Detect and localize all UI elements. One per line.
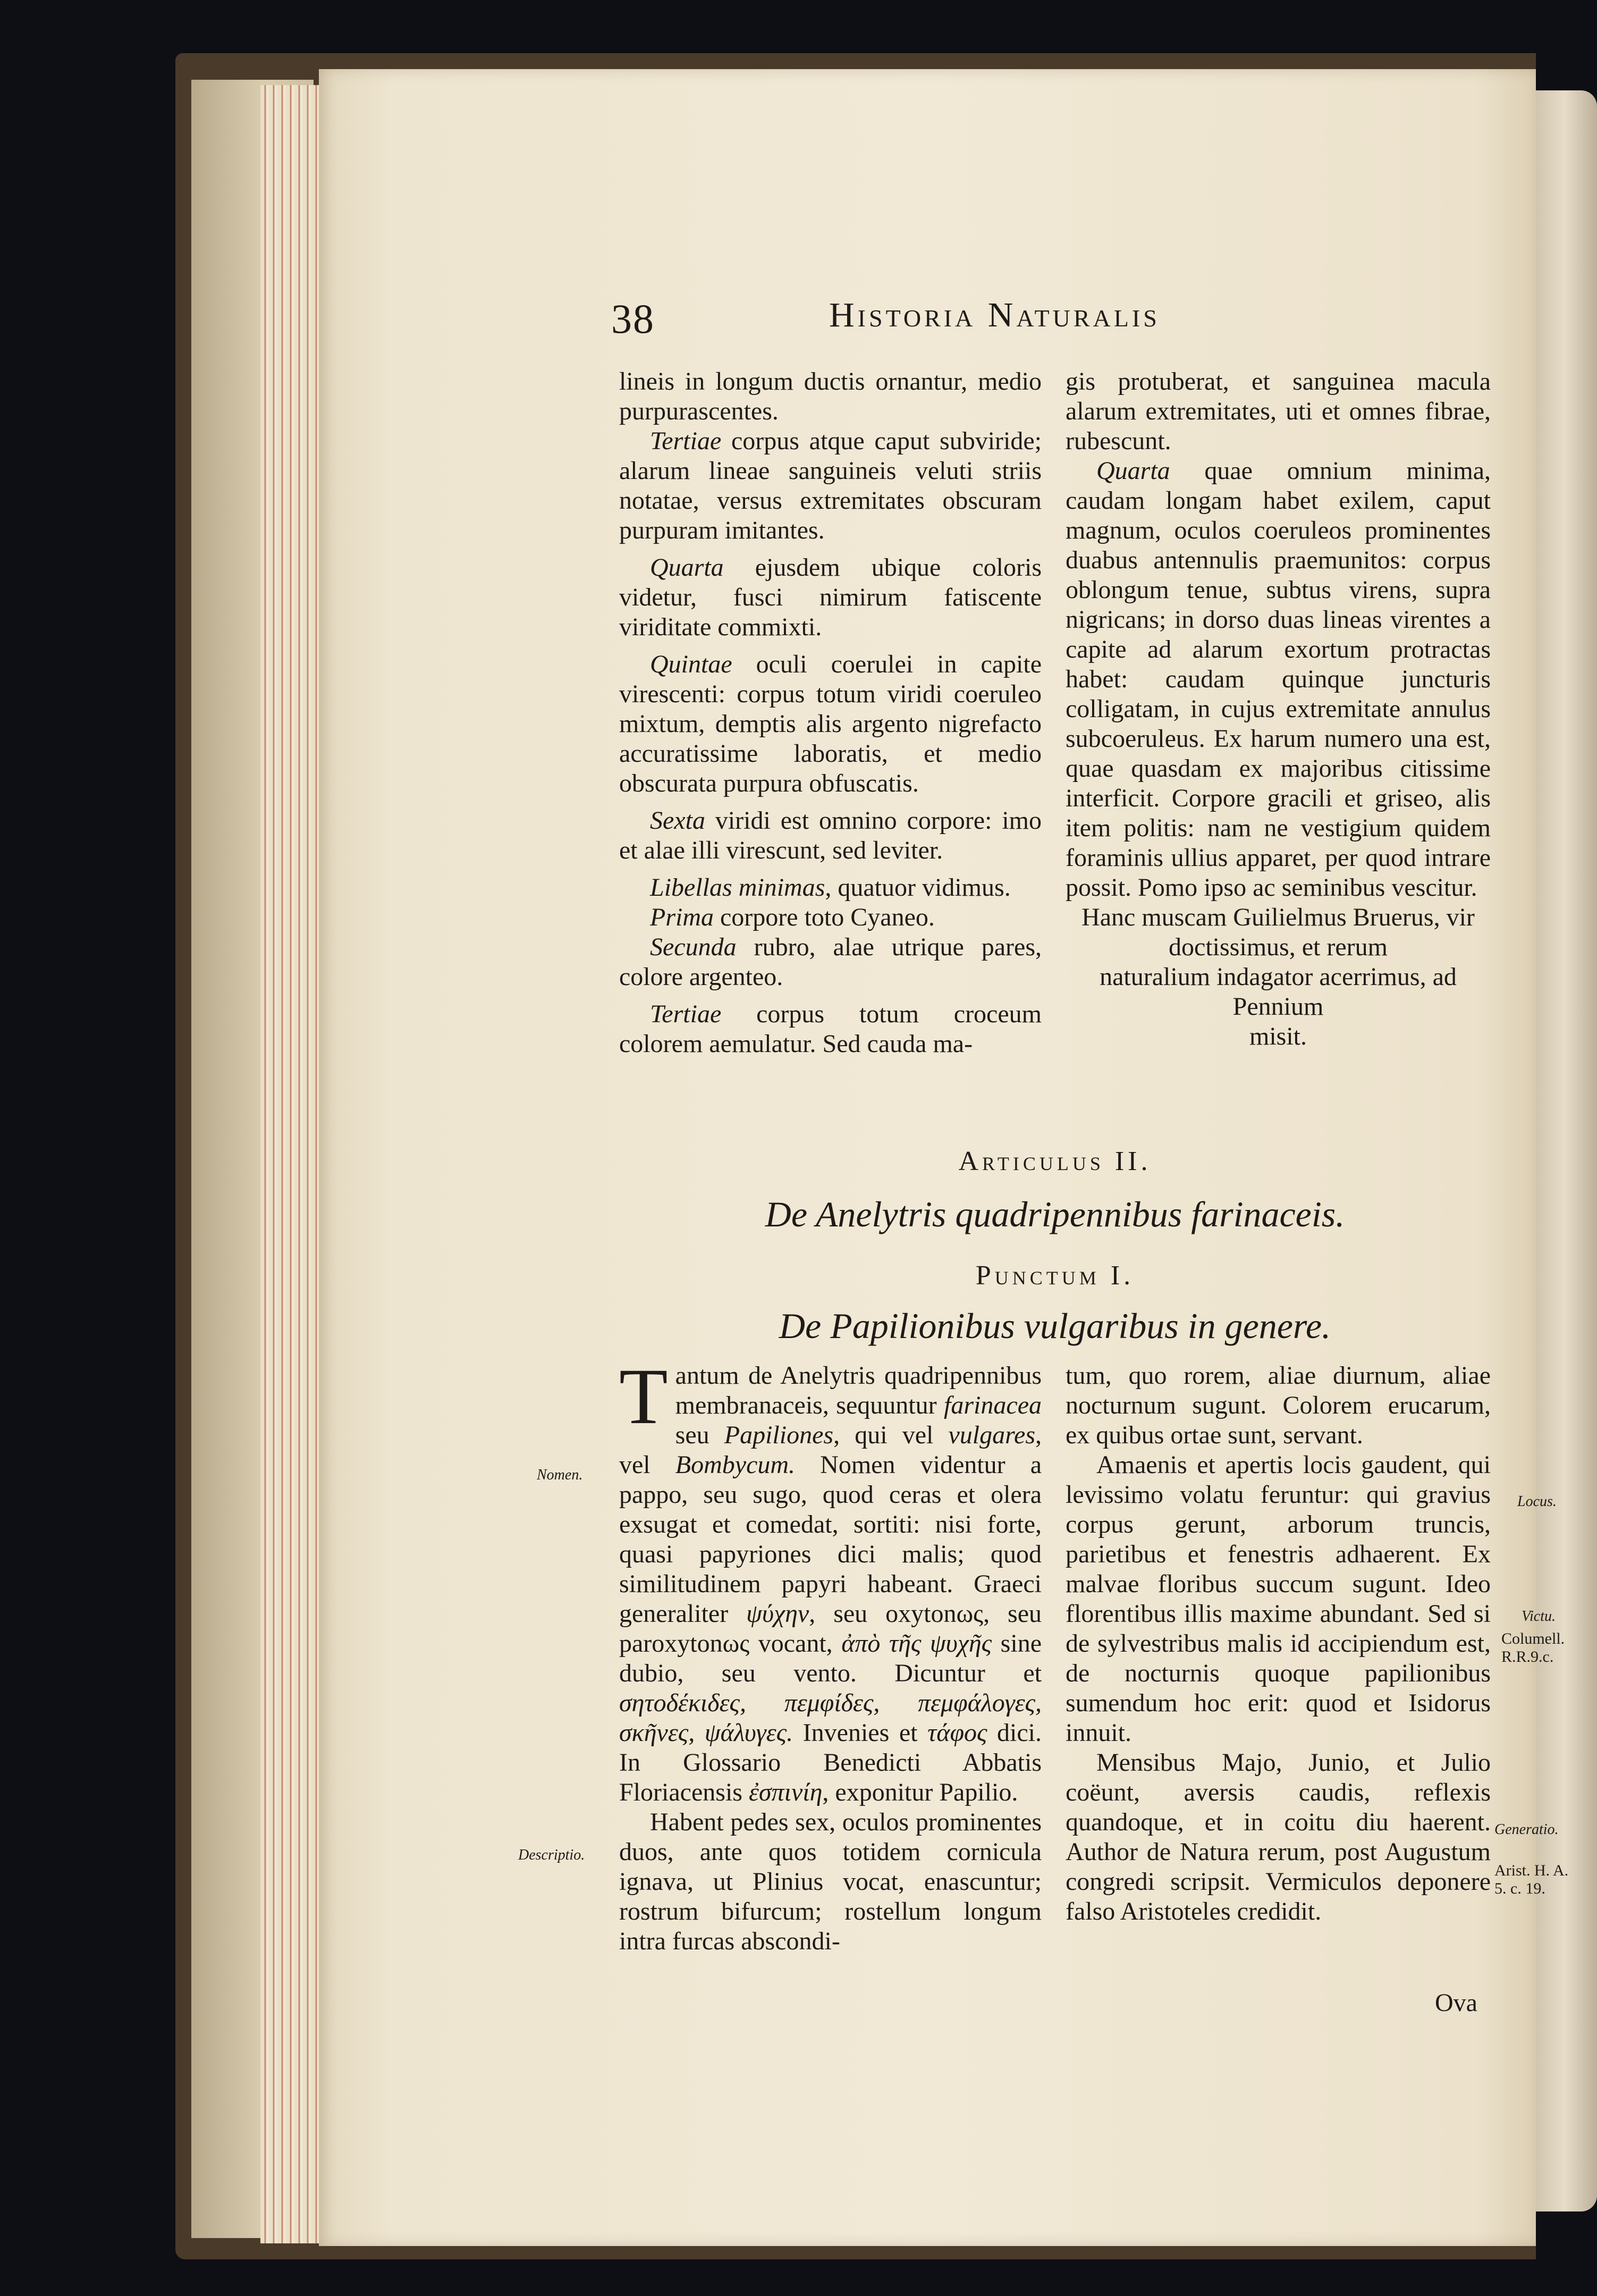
paragraph-taper: naturalium indagator acerrimus, ad Pennium — [1100, 963, 1457, 1021]
margin-note: Descriptio. — [518, 1847, 585, 1863]
column-bottom-left — [619, 1352, 1042, 1956]
paragraph-emphasis: Quarta — [1096, 457, 1170, 485]
paragraph-text: dici. In Glossario Benedicti Abbatis Floriacensis — [619, 1719, 1042, 1806]
paragraph — [619, 932, 1042, 992]
paragraph: gis protuberat, et sanguinea macula alarum extremitates, uti et omnes fibrae, rubescunt. — [1066, 367, 1491, 455]
greek-text: σητοδέκιδες, πεμφίδες, πεμφάλογες, σκῆνες, ψάλυγες. — [619, 1689, 1042, 1747]
paragraph-text: ejusdem ubique coloris videtur, fusci nimirum fatiscente viriditate commixti. — [619, 553, 1042, 641]
paragraph-emphasis: Prima — [650, 903, 714, 931]
paragraph — [619, 999, 1042, 1059]
paragraph-emphasis: Libellas minimas — [650, 873, 825, 902]
paragraph-text: , exponitur Papilio. — [822, 1778, 1018, 1806]
margin-note-line: Arist. H. A. — [1494, 1862, 1569, 1879]
paragraph: tum, quo rorem, aliae diurnum, aliae nocturnum sugunt. Colorem erucarum, ex quibus ortae sunt, servant. — [1066, 1361, 1491, 1449]
column-top-left — [619, 367, 1042, 1059]
catchword: Ova — [1435, 1989, 1477, 2017]
running-title: Historia Naturalis — [829, 296, 1160, 334]
margin-note-line: R.R.9.c. — [1501, 1648, 1554, 1666]
greek-text: ἐσπινίη — [748, 1778, 823, 1806]
paragraph-emphasis: Quintae — [650, 650, 732, 678]
paragraph: Mensibus Majo, Junio, et Julio coëunt, aversis caudis, reflexis quandoque, et in coitu diu haerent. Author de Natura rerum, post Augustum congredi scripsit. Vermiculos deponere falso Aristoteles credidit. — [1066, 1748, 1491, 1925]
paragraph-emphasis: Quarta — [650, 553, 724, 582]
paragraph-emphasis: Papiliones — [724, 1421, 834, 1449]
paragraph-text: Invenies et — [793, 1719, 928, 1747]
section-subtitle: De Papilionibus vulgaribus in genere. — [779, 1306, 1331, 1346]
column-top-right — [1066, 367, 1491, 1052]
margin-note: Locus. — [1517, 1493, 1557, 1510]
paragraph — [619, 426, 1042, 545]
section-subtitle: De Anelytris quadripennibus farinaceis. — [765, 1194, 1345, 1234]
paragraph-text: , quatuor vidimus. — [825, 873, 1011, 902]
section-heading-punctum: Punctum I. — [975, 1260, 1135, 1291]
paragraph-taper: misit. — [1249, 1022, 1307, 1050]
margin-note — [1501, 1630, 1565, 1666]
margin-note-line: Columell. — [1501, 1630, 1565, 1647]
margin-note: Victu. — [1522, 1608, 1556, 1625]
greek-text: ψύχην — [746, 1600, 809, 1628]
paragraph-emphasis: Bombycum. — [675, 1451, 796, 1479]
margin-note-line: 5. c. 19. — [1494, 1880, 1545, 1897]
section-heading-articulus: Articulus II. — [958, 1146, 1152, 1176]
paragraph-text: corpore toto Cyaneo. — [714, 903, 935, 931]
paragraph — [1066, 456, 1491, 903]
paragraph-emphasis: Sexta — [650, 806, 705, 835]
paragraph-text: seu — [675, 1421, 724, 1449]
paragraph — [619, 873, 1042, 903]
paragraph: lineis in longum ductis ornantur, medio purpurascentes. — [619, 367, 1042, 425]
column-bottom-right — [1066, 1361, 1491, 1927]
paragraph-emphasis: farinacea — [944, 1391, 1042, 1419]
paragraph-text: corpus totum croceum colorem aemulatur. Sed cauda ma- — [619, 1000, 1042, 1058]
paragraph-text: viridi est omnino corpore: imo et alae illi virescunt, sed leviter. — [619, 806, 1042, 864]
paragraph — [619, 1352, 1042, 1807]
paragraph-emphasis: vulgares — [948, 1421, 1035, 1449]
paragraph-emphasis: Tertiae — [650, 1000, 722, 1028]
paragraph-text: oculi coerulei in capite virescenti: corpus totum viridi coeruleo mixtum, demptis alis argento nigrefacto accuratissime laboratis, et medio obscurata purpura obfuscatis. — [619, 650, 1042, 797]
paragraph: Amaenis et apertis locis gaudent, qui levissimo volatu feruntur: qui gravius corpus gerunt, arborum truncis, parietibus et fenestris adhaerent. Ex malvae floribus succum sugunt. Ideo florentibus illis maxime abundant. Sed si de sylvestribus malis id accipiendum est, de nocturnis quoque papilionibus sumendum hoc erit: quod et Isidorus innuit. — [1066, 1451, 1491, 1747]
margin-note: Generatio. — [1494, 1821, 1559, 1838]
paragraph-text: , vel — [619, 1421, 1042, 1479]
paragraph — [619, 806, 1042, 865]
paragraph-emphasis: Tertiae — [650, 427, 722, 455]
paragraph — [619, 650, 1042, 798]
paragraph-text: , qui vel — [833, 1421, 949, 1449]
paragraph: Habent pedes sex, oculos prominentes duos, ante quos totidem cornicula ignava, ut Plinius vocat, enascuntur; rostrum bifurcum; rostellum longum intra furcas abscondi- — [619, 1808, 1042, 1955]
paragraph — [619, 903, 1042, 932]
paragraph-text: Nomen videntur a pappo, seu sugo, quod ceras et olera exsugat et comedat, sortiti: nisi forte, quasi papyriones dici malis; quod similitudinem papyri habeant. Graeci generaliter — [619, 1451, 1042, 1628]
paragraph-taper: Hanc muscam Guilielmus Bruerus, vir doctissimus, et rerum — [1081, 903, 1475, 961]
greek-text: ἀπὸ τῆς ψυχῆς — [841, 1629, 992, 1658]
paragraph — [619, 553, 1042, 642]
paragraph-text: corpus atque caput subviride; alarum lineae sanguineis veluti striis notatae, versus extremitates obscuram purpuram imitantes. — [619, 427, 1042, 544]
paragraph-text: rubro, alae utrique pares, colore argenteo. — [619, 933, 1042, 991]
paragraph-text: quae omnium minima, caudam longam habet exilem, caput magnum, oculos coeruleos prominentes duabus antennulis praemunitos: corpus oblongum tenue, subtus virens, supra nigricans; in dorso duas lineas virentes a capite ad alarum exortum protractas habet: caudam quinque juncturis colligatam, in cujus extremitate annulus subcoeruleus. Ex harum numero una est, quae quasdam ex majoribus citissime interficit. Corpore gracili et griseo, alis item politis: nam ne vestigium quidem foraminis ullius apparet, per quod intrare possit. Pomo ipso ac seminibus vescitur. — [1066, 457, 1491, 902]
margin-note — [1494, 1862, 1568, 1898]
paragraph-emphasis: Secunda — [650, 933, 737, 961]
margin-note: Nomen. — [537, 1467, 583, 1483]
page-number: 38 — [611, 296, 655, 342]
paragraph-text: antum de Anelytris quadripennibus membranaceis, sequuntur — [675, 1361, 1042, 1419]
drop-cap: T — [619, 1352, 668, 1441]
paragraph-text: , seu oxytonως, seu paroxytonως vocant, — [619, 1600, 1042, 1658]
greek-text: τάφος — [927, 1719, 987, 1747]
paragraph-text: sine dubio, seu vento. Dicuntur et — [619, 1629, 1042, 1687]
